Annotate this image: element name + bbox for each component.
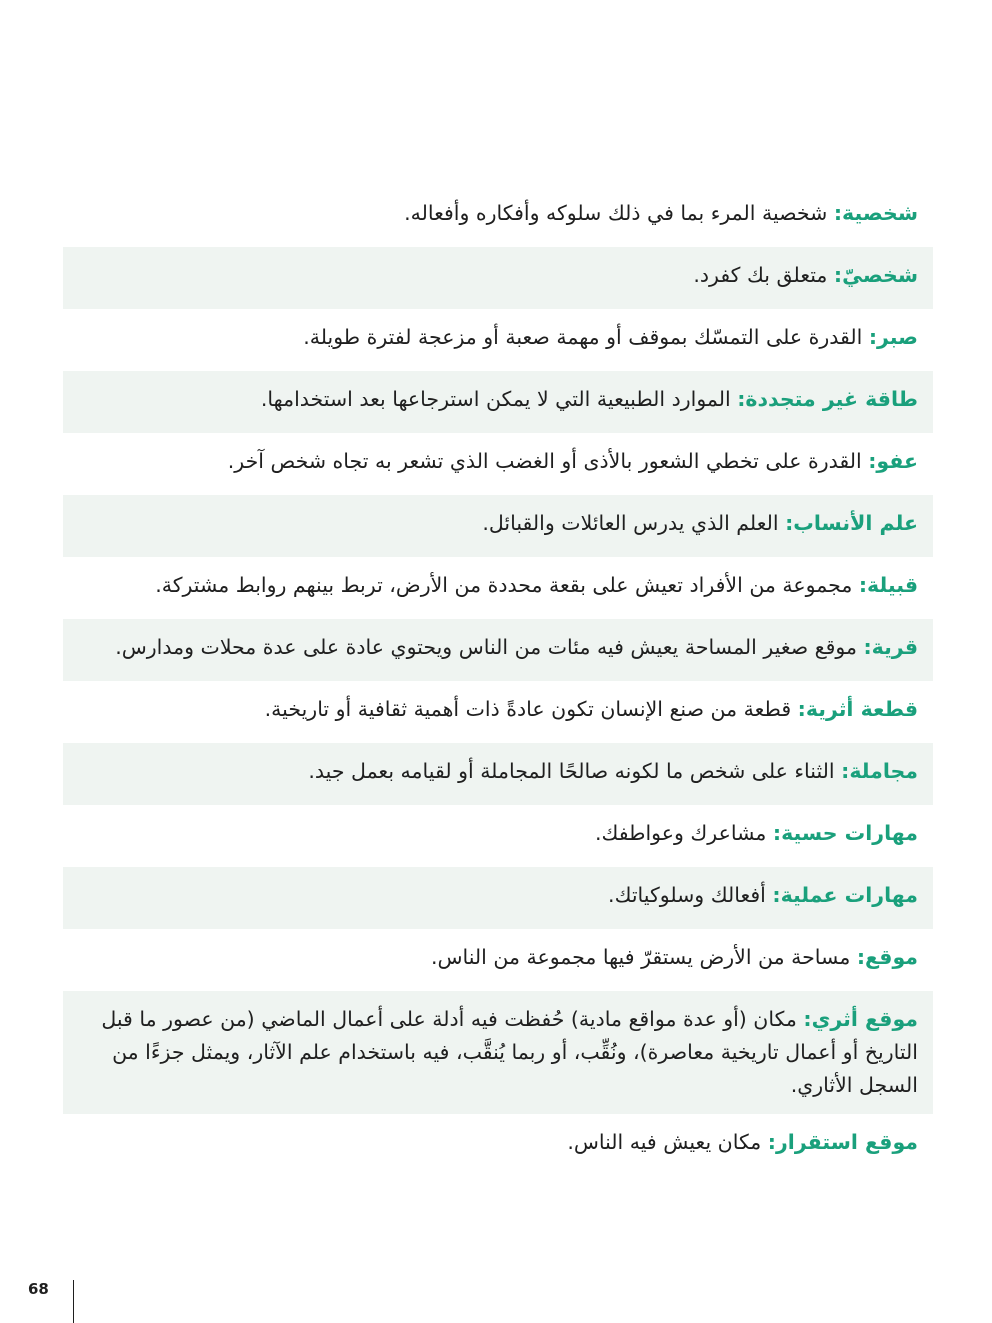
glossary-entry <box>63 805 933 867</box>
glossary-entry <box>63 557 933 619</box>
glossary-term: صبر: <box>868 325 918 349</box>
glossary-term: علم الأنساب: <box>785 511 918 535</box>
glossary-definition: العلم الذي يدرس العائلات والقبائل. <box>482 511 786 535</box>
glossary-entry <box>63 371 933 433</box>
glossary-definition: مكان (أو عدة مواقع مادية) حُفظت فيه أدلة على أعمال الماضي (من عصور ما قبل التاريخ أو أعمال تاريخية معاصرة)، ونُقِّب، أو ربما يُنقَّب، فيه باستخدام علم الآثار، ويمثل جزءًا من السجل الأثاري. <box>101 1007 918 1097</box>
glossary-term: موقع استقرار: <box>767 1130 918 1154</box>
glossary-term: طاقة غير متجددة: <box>737 387 918 411</box>
glossary-term: عفو: <box>868 449 918 473</box>
glossary-definition: القدرة على التمسّك بموقف أو مهمة صعبة أو مزعجة لفترة طويلة. <box>303 325 869 349</box>
glossary-definition: مكان يعيش فيه الناس. <box>567 1130 768 1154</box>
glossary-definition: مشاعرك وعواطفك. <box>594 821 773 845</box>
glossary-entry <box>63 185 933 247</box>
glossary-entry <box>63 991 933 1114</box>
glossary-entry <box>63 309 933 371</box>
glossary-definition: القدرة على تخطي الشعور بالأذى أو الغضب الذي تشعر به تجاه شخص آخر. <box>227 449 869 473</box>
glossary-entry <box>63 619 933 681</box>
glossary-term: موقع أثري: <box>803 1007 918 1031</box>
glossary-term: قطعة أثرية: <box>797 697 918 721</box>
glossary-definition: متعلق بك كفرد. <box>693 263 834 287</box>
page-number-divider <box>73 1280 74 1323</box>
glossary-term: مجاملة: <box>841 759 918 783</box>
glossary-term: قبيلة: <box>858 573 918 597</box>
glossary-entry <box>63 247 933 309</box>
glossary-term: موقع: <box>856 945 918 969</box>
glossary-definition: مجموعة من الأفراد تعيش على بقعة محددة من الأرض، تربط بينهم روابط مشتركة. <box>155 573 859 597</box>
glossary-definition: موقع صغير المساحة يعيش فيه مئات من الناس ويحتوي عادة على عدة محلات ومدارس. <box>115 635 864 659</box>
glossary-entry <box>63 1114 933 1176</box>
glossary-definition: أفعالك وسلوكياتك. <box>608 883 773 907</box>
glossary-list <box>63 185 933 1176</box>
glossary-term: شخصية: <box>833 201 918 225</box>
glossary-term: قرية: <box>863 635 918 659</box>
glossary-definition: شخصية المرء بما في ذلك سلوكه وأفكاره وأفعاله. <box>404 201 834 225</box>
glossary-entry <box>63 929 933 991</box>
glossary-definition: الثناء على شخص ما لكونه صالحًا المجاملة أو لقيامه بعمل جيد. <box>308 759 842 783</box>
glossary-definition: قطعة من صنع الإنسان تكون عادةً ذات أهمية ثقافية أو تاريخية. <box>264 697 798 721</box>
glossary-definition: مساحة من الأرض يستقرّ فيها مجموعة من الناس. <box>430 945 857 969</box>
glossary-entry <box>63 495 933 557</box>
glossary-definition: الموارد الطبيعية التي لا يمكن استرجاعها بعد استخدامها. <box>260 387 738 411</box>
glossary-entry <box>63 681 933 743</box>
glossary-term: شخصيّ: <box>833 263 918 287</box>
glossary-entry <box>63 433 933 495</box>
page-number: 68 <box>28 1280 49 1298</box>
glossary-term: مهارات حسية: <box>772 821 918 845</box>
glossary-term: مهارات عملية: <box>772 883 918 907</box>
glossary-entry <box>63 743 933 805</box>
glossary-entry <box>63 867 933 929</box>
